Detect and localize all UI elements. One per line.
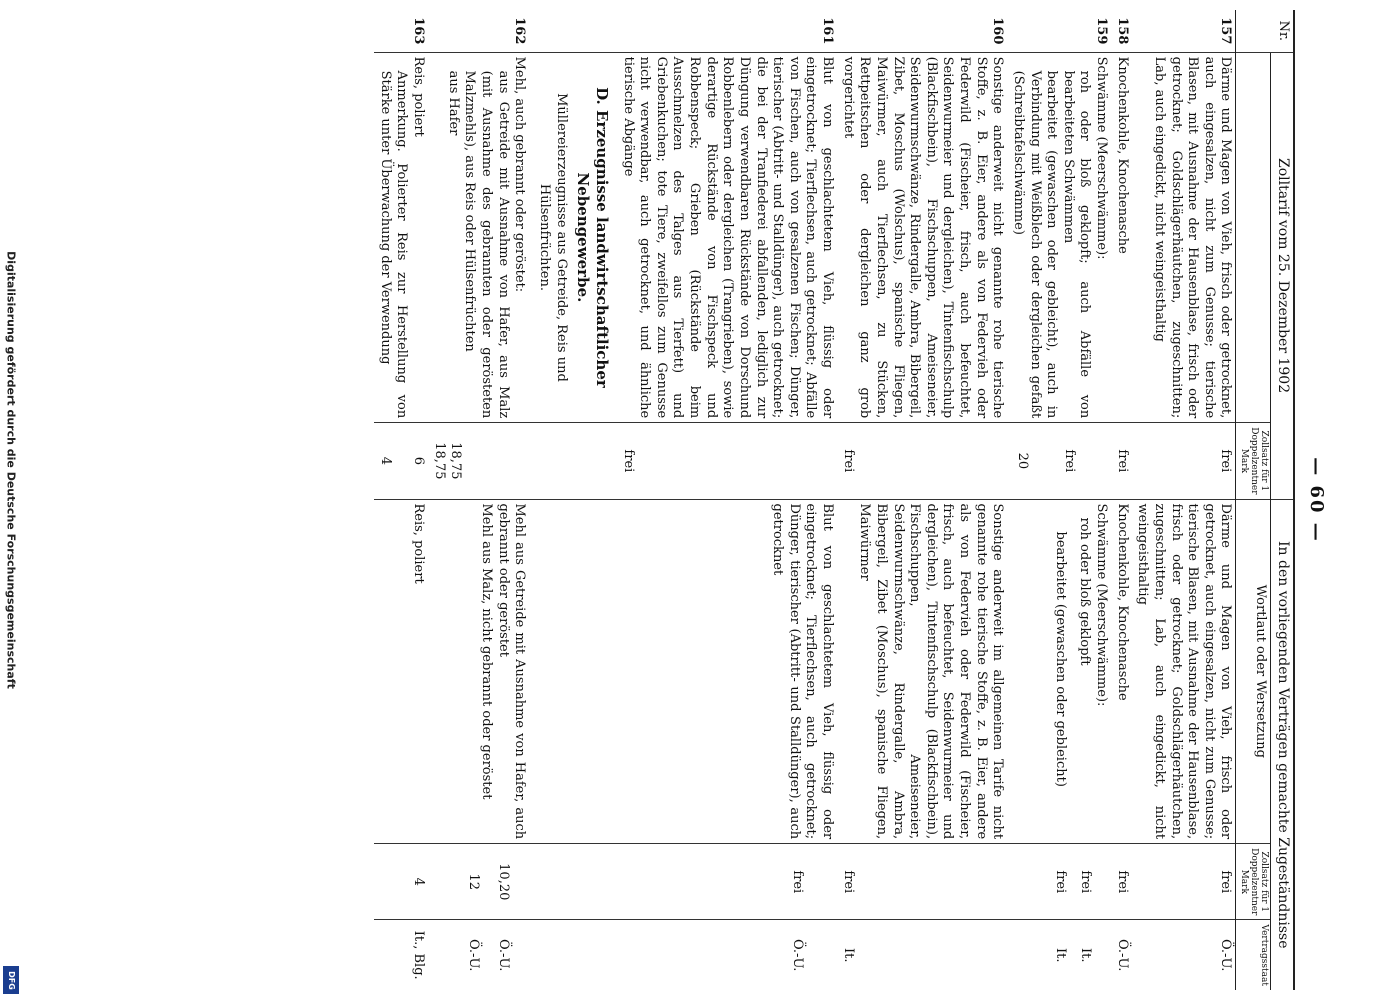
tariff-text (1007, 52, 1111, 423)
duty-rate: frei (1132, 423, 1236, 499)
header-treaties: In den vorliegenden Verträgen gemachte Zugeständnisse (1271, 499, 1294, 990)
treaty-text-sub-b: bearbeitet (gewaschen oder gebleicht) (1052, 531, 1068, 787)
section-state-cell (529, 920, 617, 990)
header-wording: Wortlaut oder Wersetzung (1236, 499, 1271, 844)
treaty-state-a: Ö.-U. (496, 939, 512, 972)
treaty-state (428, 920, 529, 990)
table-row (374, 10, 428, 990)
treaty-rate (617, 844, 837, 920)
duty-rate: frei (617, 423, 837, 499)
treaty-state (617, 920, 837, 990)
treaty-state: Ö.-U. (1114, 939, 1130, 972)
treaty-rate-b: frei (1053, 870, 1069, 894)
treaty-state: Ö.-U. (1218, 939, 1234, 972)
treaty-text: Sonstige anderweit im allgemeinen Tarife nicht genannte rohe tierische Stoffe, z. B. Eier, andere als von Federvieh oder Federwild (Fischeier, frisch, auch befeuchtet, Seidenwurmeier und dergleichen), Tintenfischschulp (Blackfischbein), Fischschuppen, Ameiseneier, Seidenwurmschwänze, Rindergalle, Ambra, Bibergeil, Zibet (Moschus), spanische Fliegen, Maiwürmer (837, 499, 1007, 844)
section-treaty-rate-cell (529, 844, 617, 920)
tariff-table (374, 10, 1295, 990)
duty-rate (1007, 423, 1111, 499)
section-row (529, 10, 617, 990)
treaty-rate-a: frei (1078, 870, 1094, 894)
treaty-state-b: Ö.-U. (465, 939, 481, 972)
section-rate-cell (529, 423, 617, 499)
treaty-rate-b: 12 (465, 873, 481, 891)
treaty-text: Därme und Magen von Vieh, frisch oder getrocknet, auch eingesalzen, nicht zum Genusse; tierische Blasen, mit Ausnahme der Hausenblase, frisch oder getrocknet; Goldschlägerhäutchen, zugeschnitten; Lab, auch eingedickt, nicht weingeisthaltig (1132, 499, 1236, 844)
tariff-text: Sonstige anderweit nicht genannte rohe tierische Stoffe, z. B. Eier, andere als von Federvieh oder Federwild (Fischeier, frisch, auch befeuchtet, Seidenwurmeier und dergleichen), Tintenfischschulp (Blackfischbein), Fischschuppen, Ameiseneier, Seidenwurmschwänze, Rindergalle, Ambra, Bibergeil, Zibet, Moschus (Wolschus), spanische Fliegen, Maiwürmer, auch Tierflechsen, zu Stücken, Rettpeitschen oder dergleichen ganz grob vorgerichtet (837, 52, 1007, 423)
header-tariff: Zolltarif vom 25. Dezember 1902 (1271, 52, 1294, 499)
treaty-rate: frei (1111, 844, 1132, 920)
header-treaty-rate: Zollsatz für 1 Doppelzentner Mark (1236, 844, 1271, 920)
tariff-text (428, 52, 529, 423)
row-nr: 163 (374, 10, 428, 52)
header-nr: Nr. (1236, 10, 1294, 52)
row-nr: 161 (617, 10, 837, 52)
tariff-note: Anmerkung. Polierter Reis zur Herstellung von Stärke unter Überwachung der Verwendung (377, 70, 410, 419)
tariff-text: Blut von geschlachtetem Vieh, flüssig oder eingetrocknet; Tierflechsen, auch getrocknet; Abfälle von Fischen, auch von gesalzenen Fischen; Dünger, tierischer (Abtritt- und Stalldünger), auch getrocknet; die bei der Tranfiederei abfallenden, lediglich zur Düngung verwendbaren Rückstände von Dorschund Robbenlebern oder dergleichen (Trangrieben), sowie derartige Rückstände von Fischspeck und Robbenspeck; Grieben (Rückstände beim Ausschmelzen des Talges aus Tierfett) und Griebenkuchen; tote Tiere, zweifellos zum Genusse nicht verwendbar, auch getrocknet, und ähnliche tierische Abgänge (617, 52, 837, 423)
table-row (617, 10, 837, 990)
dfg-logo (3, 966, 19, 994)
treaty-state-value: Ö.-U. (790, 939, 806, 972)
treaty-text-sub-b: Mehl aus Malz, nicht gebrannt oder geröstet (479, 503, 495, 800)
section-treaty-cell (529, 499, 617, 844)
duty-rate-a: frei (1062, 449, 1078, 473)
duty-rate (428, 423, 529, 499)
treaty-state-b: It. (1053, 947, 1069, 963)
treaty-text (1007, 499, 1111, 844)
section-subheading: Müllereierzeugnisse aus Getreide, Reis und Hülsenfrüchten. (536, 93, 569, 382)
treaty-text-lead: Schwämme (Meerschwämme): (1094, 503, 1110, 707)
row-nr: 162 (428, 10, 529, 52)
duty-rate (374, 423, 428, 499)
treaty-rate: frei (1132, 844, 1236, 920)
duty-rate: frei (837, 423, 1007, 499)
row-nr: 160 (837, 10, 1007, 52)
tariff-text-sub-a: aus Getreide mit Ausnahme von Hafer, aus Malz (mit Ausnahme des gebrannten oder gerösteten Malzmehls), aus Reis oder Hülsenfrüchten (462, 70, 511, 419)
tariff-text-lead: Schwämme (Meerschwämme): (1094, 56, 1110, 260)
duty-rate-b: 20 (1015, 452, 1031, 470)
tariff-text: Därme und Magen von Vieh, frisch oder getrocknet, auch eingesalzen, nicht zum Genusse; tierische Blasen, mit Ausnahme der Hausenblase, frisch oder getrocknet; Goldschlägerhäutchen, zugeschnitten; Lab, auch eingedickt, nicht weingeisthaltig (1132, 52, 1236, 423)
treaty-text-sub-a: Mehl aus Getreide mit Ausnahme von Hafer, auch gebrannt oder geröstet (495, 503, 528, 840)
row-nr: 157 (1132, 10, 1236, 52)
row-nr: 158 (1111, 10, 1132, 52)
duty-rate-main: 6 (411, 456, 427, 465)
treaty-rate: 4 (374, 844, 428, 920)
tariff-text-lead: Mehl, auch gebrannt oder geröstet: (512, 56, 528, 293)
section-nr-cell (529, 10, 617, 52)
tariff-text-sub-b: bearbeitet (gewaschen oder gebleicht), auch in Verbindung mit Weißblech oder dergleichen gefaßt (Schreibtafelschwämme) (1010, 70, 1060, 419)
duty-rate-b: 18,75 (431, 442, 447, 480)
treaty-text: Blut von geschlachtetem Vieh, flüssig oder eingetrocknet; Tierflechsen, auch getrocknet; Dünger, tierischer (Abtritt- und Stalldünger), auch getrocknet (617, 499, 837, 844)
treaty-state: It. (840, 947, 856, 963)
row-nr: 159 (1007, 10, 1111, 52)
tariff-text-sub-a: roh oder bloß geklopft; auch Abfälle von bearbeiteten Schwämmen (1060, 70, 1093, 419)
dfg-logo-text: DFG (6, 970, 16, 990)
table-row (428, 10, 529, 990)
treaty-rate: frei (837, 844, 1007, 920)
treaty-rate-value: frei (790, 870, 806, 894)
tariff-text-sub-b: aus Hafer (445, 70, 461, 136)
section-heading: D. Erzeugnisse landwirtschaftlicher Nebengewerbe. (573, 87, 611, 388)
treaty-text (428, 499, 529, 844)
section-heading-cell (529, 52, 617, 423)
digitization-credit: Digitalisierung gefördert durch die Deutsche Forschungsgemeinschaft (4, 251, 18, 689)
table-row (1111, 10, 1132, 990)
header-tariff-text (1236, 52, 1271, 423)
treaty-rate (1007, 844, 1111, 920)
duty-rate-note: 4 (378, 456, 394, 465)
footer-strip (0, 0, 22, 1000)
treaty-state (1007, 920, 1111, 990)
treaty-state-a: It. (1078, 947, 1094, 963)
treaty-rate (428, 844, 529, 920)
header-treaty-state: Vertragsstaat (1236, 920, 1271, 990)
tariff-text-lead: Reis, poliert (411, 56, 427, 137)
table-row (1132, 10, 1236, 990)
treaty-state: It., Blg. (411, 930, 427, 980)
treaty-rate-a: 10,20 (496, 863, 512, 901)
treaty-text: Reis, poliert (374, 499, 428, 844)
duty-rate-a: 18,75 (448, 442, 464, 480)
tariff-text: Knochenkohle, Knochenasche (1111, 52, 1132, 423)
duty-rate: frei (1111, 423, 1132, 499)
table-row (837, 10, 1007, 990)
treaty-text: Knochenkohle, Knochenasche (1111, 499, 1132, 844)
tariff-text (374, 52, 428, 423)
treaty-text-sub-a: roh oder bloß geklopft (1077, 517, 1093, 666)
header-duty-rate: Zollsatz für 1 Doppelzentner Mark (1236, 423, 1271, 499)
table-row (1007, 10, 1111, 990)
rotated-page (35, 0, 1335, 1000)
page-number: — 60 — (1306, 457, 1327, 543)
